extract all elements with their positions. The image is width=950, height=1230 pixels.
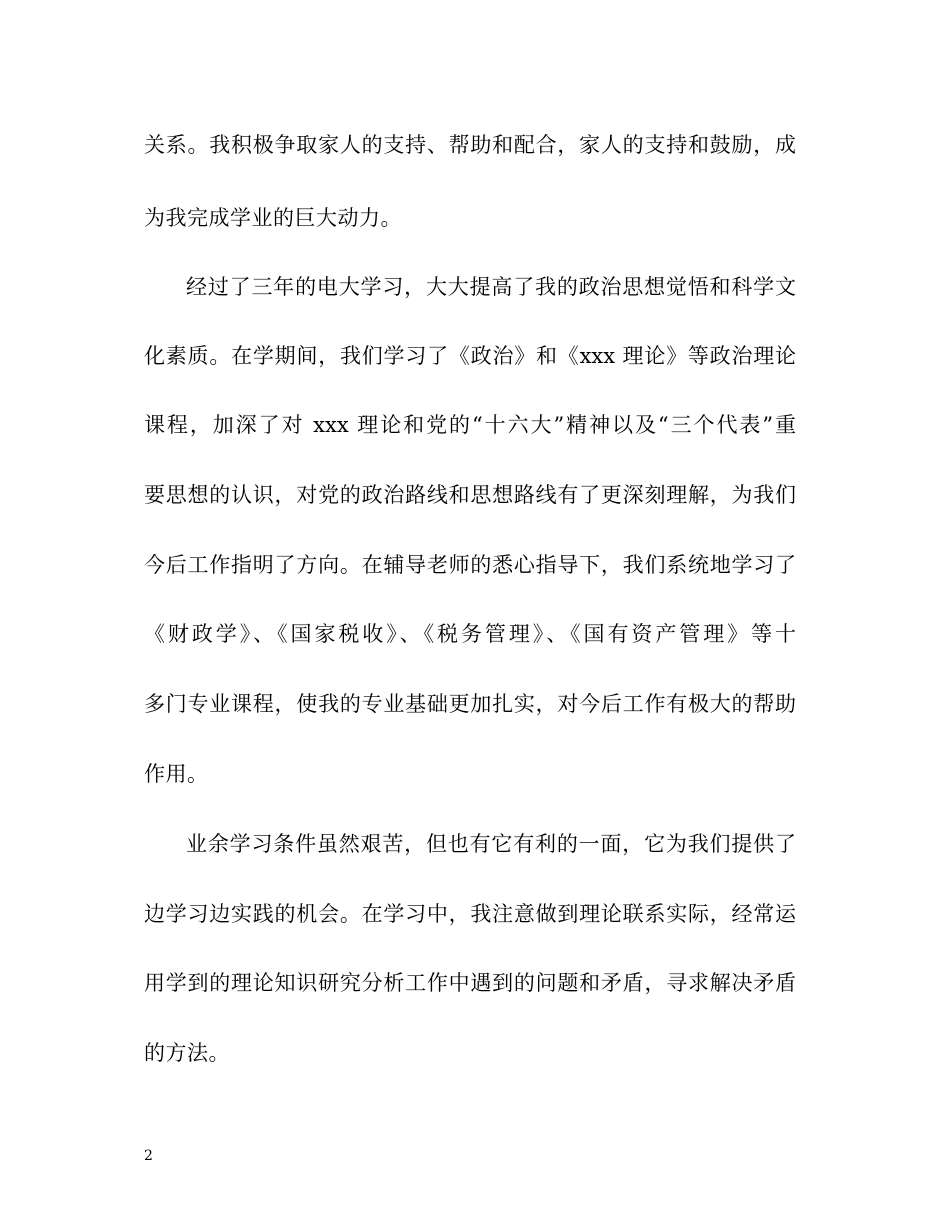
paragraph-line: 化素质。在学期间，我们学习了《政治》和《xxx 理论》等政治理论 bbox=[144, 344, 796, 368]
paragraph-line: 为我完成学业的巨大动力。 bbox=[144, 206, 402, 230]
paragraph-line: 的方法。 bbox=[144, 1041, 230, 1065]
paragraph-line: 边学习边实践的机会。在学习中，我注意做到理论联系实际，经常运 bbox=[144, 902, 796, 926]
paragraph-line: 经过了三年的电大学习，大大提高了我的政治思想觉悟和科学文 bbox=[186, 275, 796, 299]
paragraph-line: 业余学习条件虽然艰苦，但也有它有利的一面，它为我们提供了 bbox=[186, 832, 796, 856]
paragraph-line: 《财政学》、《国家税收》、《税务管理》、《国有资产管理》等十 bbox=[144, 622, 796, 646]
paragraph-line: 要思想的认识，对党的政治路线和思想路线有了更深刻理解，为我们 bbox=[144, 483, 796, 507]
page-number: 2 bbox=[144, 1148, 153, 1164]
paragraph-line: 课程，加深了对 xxx 理论和党的“十六大”精神以及“三个代表”重 bbox=[144, 413, 796, 437]
paragraph-line: 用学到的理论知识研究分析工作中遇到的问题和矛盾，寻求解决矛盾 bbox=[144, 971, 796, 995]
paragraph-line: 今后工作指明了方向。在辅导老师的悉心指导下，我们系统地学习了 bbox=[144, 553, 796, 577]
paragraph-line: 作用。 bbox=[144, 762, 209, 786]
paragraph-line: 关系。我积极争取家人的支持、帮助和配合，家人的支持和鼓励，成 bbox=[144, 133, 796, 157]
paragraph-line: 多门专业课程，使我的专业基础更加扎实，对今后工作有极大的帮助 bbox=[144, 692, 796, 716]
